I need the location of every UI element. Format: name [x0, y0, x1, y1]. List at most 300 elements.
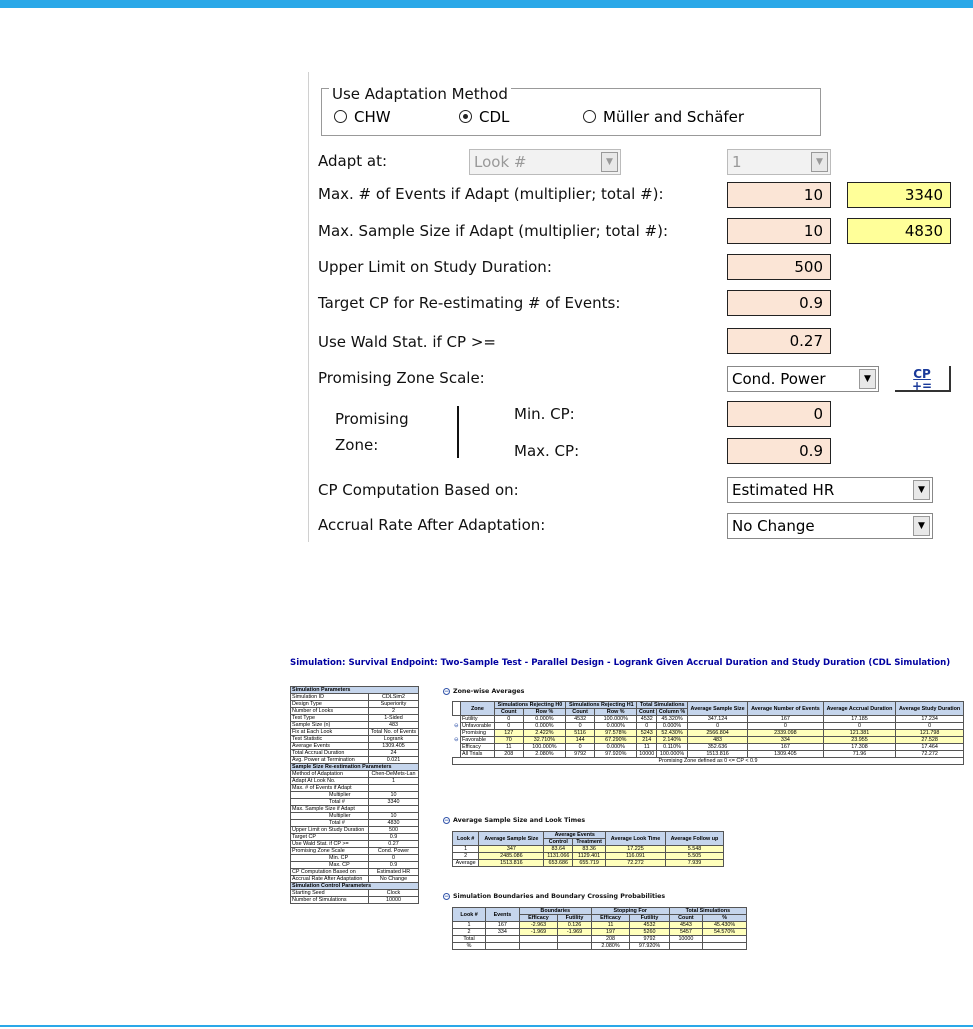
param-section-header: Sample Size Re-estimation Parameters: [291, 764, 419, 771]
param-row: [291, 785, 419, 792]
zone-cell: 45.320%: [657, 716, 688, 723]
zone-cell: 32.710%: [523, 737, 565, 744]
zone-section-header[interactable]: − Zone-wise Averages: [444, 688, 525, 695]
param-value: Total No. of Events: [368, 729, 418, 736]
sub-header: Futility: [630, 915, 669, 922]
zone-cell: 52.430%: [657, 730, 688, 737]
bd-cell: 9792: [630, 936, 669, 943]
param-row: [291, 813, 419, 820]
avg-sample-header: Average Sample Size: [688, 702, 748, 716]
zone-cell: 4532: [566, 716, 595, 723]
row-toggle-cell: [453, 723, 461, 730]
param-key: Total #: [291, 799, 369, 806]
ss-cell: 2485.086: [479, 853, 544, 860]
bd-cell: -1.969: [519, 929, 557, 936]
param-row: [291, 778, 419, 785]
adapt-at-select[interactable]: Look # ▼: [469, 149, 621, 175]
zone-cell: 17.308: [823, 744, 896, 751]
param-value: 500: [368, 827, 418, 834]
max-events-multiplier-input[interactable]: 10: [727, 182, 831, 208]
radio-muller-schafer[interactable]: Müller and Schäfer: [583, 108, 744, 126]
expand-collapse-icon[interactable]: ⊖: [453, 723, 459, 729]
zone-cell: 214: [637, 737, 657, 744]
param-value: [368, 785, 418, 792]
zone-cell: 0: [688, 723, 748, 730]
param-value: Superiority: [368, 701, 418, 708]
zone-cell: 70: [494, 737, 523, 744]
zone-row: [453, 716, 964, 723]
param-key: Multiplier: [291, 813, 369, 820]
zone-name: Favorable: [461, 737, 495, 744]
param-row: [291, 876, 419, 883]
avg-follow-up-header: Average Follow up: [665, 832, 723, 846]
zone-name: Promising: [461, 730, 495, 737]
zone-cell: 347.124: [688, 716, 748, 723]
zone-cell: 0: [494, 716, 523, 723]
ss-cell: 653.686: [544, 860, 573, 867]
adapt-look-select[interactable]: 1 ▼: [727, 149, 831, 175]
zone-cell: 167: [748, 744, 824, 751]
zone-name: All Trials: [461, 751, 495, 758]
param-row: [291, 862, 419, 869]
bd-cell: 2.080%: [591, 943, 629, 950]
upper-limit-input[interactable]: 500: [727, 254, 831, 280]
zone-cell: 71.96: [823, 751, 896, 758]
collapse-icon[interactable]: −: [444, 688, 450, 695]
max-sample-multiplier-input[interactable]: 10: [727, 218, 831, 244]
max-sample-label: Max. Sample Size if Adapt (multiplier; total #):: [318, 222, 669, 240]
param-row: [291, 827, 419, 834]
bd-cell: 197: [591, 929, 629, 936]
param-row: [291, 799, 419, 806]
zone-cell: 352.636: [688, 744, 748, 751]
param-value: 10000: [368, 897, 418, 904]
ss-cell: 347: [479, 846, 544, 853]
min-cp-input[interactable]: 0: [727, 401, 831, 427]
param-row: [291, 764, 419, 771]
param-value: [368, 806, 418, 813]
zone-cell: 334: [748, 737, 824, 744]
row-toggle-cell: [453, 737, 461, 744]
zone-cell: 27.528: [896, 737, 964, 744]
param-section-header: Simulation Parameters: [291, 687, 419, 694]
param-value: 0.9: [368, 862, 418, 869]
target-cp-input[interactable]: 0.9: [727, 290, 831, 316]
bd-cell: [486, 943, 520, 950]
param-key: Avg. Power at Termination: [291, 757, 369, 764]
bd-cell: -1.969: [558, 929, 592, 936]
bd-cell: 5260: [630, 929, 669, 936]
bd-cell: 10000: [669, 936, 702, 943]
zone-cell: 67.290%: [595, 737, 637, 744]
ss-cell: 116.091: [606, 853, 666, 860]
param-value: Estimated HR: [368, 869, 418, 876]
boundaries-section-header[interactable]: − Simulation Boundaries and Boundary Crossing Probabilities: [444, 893, 666, 900]
param-row: [291, 722, 419, 729]
param-row: [291, 869, 419, 876]
param-key: Simulation ID: [291, 694, 369, 701]
zone-row: [453, 737, 964, 744]
method-legend: Use Adaptation Method: [329, 85, 511, 103]
zone-cell: 2.080%: [523, 751, 565, 758]
zone-cell: 0: [566, 723, 595, 730]
bd-cell: [558, 936, 592, 943]
ss-cell: 5.505: [665, 853, 723, 860]
zone-label: Promising: [335, 410, 409, 428]
sub-header: Count: [669, 915, 702, 922]
param-value: No Change: [368, 876, 418, 883]
radio-circle[interactable]: [583, 110, 596, 123]
param-row: [291, 841, 419, 848]
max-cp-label: Max. CP:: [514, 442, 580, 460]
param-value: Logrank: [368, 736, 418, 743]
expand-collapse-icon[interactable]: ⊖: [453, 737, 459, 743]
param-key: Method of Adaptation: [291, 771, 369, 778]
zone-scale-label: Promising Zone Scale:: [318, 369, 485, 387]
param-row: [291, 792, 419, 799]
rejecting-h1-header: Simulations Rejecting H1: [566, 702, 637, 709]
param-key: Adapt At Look No.: [291, 778, 369, 785]
zone-cell: 72.272: [896, 751, 964, 758]
bd-cell: 45.430%: [703, 922, 747, 929]
rejecting-h0-header: Simulations Rejecting H0: [494, 702, 565, 709]
cp-computation-select[interactable]: Estimated HR ▼: [727, 477, 933, 503]
param-value: 0.021: [368, 757, 418, 764]
param-row: [291, 771, 419, 778]
param-value: 24: [368, 750, 418, 757]
zone-cell: 0.110%: [657, 744, 688, 751]
ss-cell: 1131.066: [544, 853, 573, 860]
zone-cell: 17.464: [896, 744, 964, 751]
zone-cell: 17.185: [823, 716, 896, 723]
param-value: 483: [368, 722, 418, 729]
param-value: 1309.405: [368, 743, 418, 750]
zone-cell: 0: [748, 723, 824, 730]
param-row: [291, 694, 419, 701]
zone-cell: 97.920%: [595, 751, 637, 758]
bd-cell: 2: [453, 929, 486, 936]
param-value: 2: [368, 708, 418, 715]
chevron-down-icon[interactable]: ▼: [913, 480, 930, 500]
bd-cell: %: [453, 943, 486, 950]
ss-cell: 1129.401: [573, 853, 606, 860]
param-row: [291, 736, 419, 743]
zone-cell: 2.422%: [523, 730, 565, 737]
param-value: 0.27: [368, 841, 418, 848]
ss-cell: 17.225: [606, 846, 666, 853]
sub-header: Efficacy: [591, 915, 629, 922]
param-key: Max. # of Events if Adapt: [291, 785, 369, 792]
top-accent-bar: [0, 0, 973, 8]
max-cp-input[interactable]: 0.9: [727, 438, 831, 464]
target-cp-label: Target CP for Re-estimating # of Events:: [318, 294, 621, 312]
upper-limit-label: Upper Limit on Study Duration:: [318, 258, 552, 276]
param-row: [291, 687, 419, 694]
zone-cell: 0.000%: [595, 723, 637, 730]
param-value: 0.9: [368, 834, 418, 841]
zone-name: Efficacy: [461, 744, 495, 751]
avg-events-header: Average Number of Events: [748, 702, 824, 716]
param-row: [291, 806, 419, 813]
ss-cell: 2: [453, 853, 479, 860]
accrual-label: Accrual Rate After Adaptation:: [318, 516, 546, 534]
max-events-total: 3340: [847, 182, 951, 208]
param-value: 1: [368, 778, 418, 785]
zone-cell: 100.000%: [523, 744, 565, 751]
ss-cell: 5.548: [665, 846, 723, 853]
param-value: Cond. Power: [368, 848, 418, 855]
zone-name: Unfavorable: [461, 723, 495, 730]
bd-cell: [558, 943, 592, 950]
zone-cell: 4532: [637, 716, 657, 723]
avg-sample-header: Average Sample Size: [479, 832, 544, 846]
radio-circle[interactable]: [334, 110, 347, 123]
zone-cell: 100.000%: [595, 716, 637, 723]
ss-cell: 1: [453, 846, 479, 853]
zone-row: [453, 744, 964, 751]
sub-header: Control: [544, 839, 573, 846]
ss-cell: Average: [453, 860, 479, 867]
bd-cell: 4543: [669, 922, 702, 929]
zone-cell: 1513.816: [688, 751, 748, 758]
param-value: 10: [368, 813, 418, 820]
zone-cell: 0: [494, 723, 523, 730]
bd-cell: 4532: [630, 922, 669, 929]
zone-cell: 1309.405: [748, 751, 824, 758]
bd-cell: [486, 936, 520, 943]
param-row: [291, 848, 419, 855]
param-value: 0: [368, 855, 418, 862]
collapse-icon[interactable]: −: [444, 893, 450, 900]
zone-cell: 11: [494, 744, 523, 751]
chevron-down-icon[interactable]: ▼: [913, 516, 930, 536]
accrual-select[interactable]: No Change ▼: [727, 513, 933, 539]
wald-input[interactable]: 0.27: [727, 328, 831, 354]
param-row: [291, 897, 419, 904]
param-value: 10: [368, 792, 418, 799]
events-header: Events: [486, 908, 520, 922]
param-row: [291, 820, 419, 827]
zone-cell: 0: [637, 723, 657, 730]
param-key: Fix at Each Look: [291, 729, 369, 736]
avg-events-header: Average Events: [544, 832, 606, 839]
zone-divider: [457, 406, 459, 458]
zone-col-header: Zone: [461, 702, 495, 716]
chevron-down-icon[interactable]: ▼: [859, 369, 876, 389]
param-value: Clock: [368, 890, 418, 897]
param-row: [291, 715, 419, 722]
param-key: Number of Looks: [291, 708, 369, 715]
bd-cell: 97.920%: [630, 943, 669, 950]
zone-cell: 5243: [637, 730, 657, 737]
zone-label-2: Zone:: [335, 436, 379, 454]
zone-cell: 121.381: [823, 730, 896, 737]
zone-cell: 100.000%: [657, 751, 688, 758]
cp-calculator-button[interactable]: CP +=: [895, 366, 951, 392]
bd-cell: [519, 936, 557, 943]
parameters-table: [290, 686, 419, 904]
zone-row: [453, 723, 964, 730]
zone-table: [452, 701, 964, 765]
zone-cell: 5116: [566, 730, 595, 737]
ss-cell: 72.272: [606, 860, 666, 867]
zone-cell: 483: [688, 737, 748, 744]
row-toggle-cell: [453, 730, 461, 737]
zone-cell: 11: [637, 744, 657, 751]
bd-cell: [519, 943, 557, 950]
param-key: Total #: [291, 820, 369, 827]
chevron-down-icon[interactable]: ▼: [811, 152, 828, 172]
param-row: [291, 855, 419, 862]
bd-row: [453, 929, 747, 936]
look-col-header: Look #: [453, 908, 486, 922]
sub-header: Column %: [657, 709, 688, 716]
param-key: Max. CP: [291, 862, 369, 869]
param-row: [291, 883, 419, 890]
bd-cell: 334: [486, 929, 520, 936]
sample-size-section-header[interactable]: − Average Sample Size and Look Times: [444, 817, 586, 824]
adapt-at-label: Adapt at:: [318, 152, 388, 170]
boundaries-header: Boundaries: [519, 908, 591, 915]
param-key: Test Statistic: [291, 736, 369, 743]
zone-cell: 97.578%: [595, 730, 637, 737]
bd-cell: Total: [453, 936, 486, 943]
bd-row: [453, 936, 747, 943]
bd-cell: 54.570%: [703, 929, 747, 936]
param-section-header: Simulation Control Parameters: [291, 883, 419, 890]
zone-cell: 2566.804: [688, 730, 748, 737]
row-toggle-cell: [453, 744, 461, 751]
radio-circle-checked[interactable]: [459, 110, 472, 123]
cp-computation-label: CP Computation Based on:: [318, 481, 519, 499]
sub-header: Count: [494, 709, 523, 716]
collapse-icon[interactable]: −: [444, 817, 450, 824]
zone-cell: 144: [566, 737, 595, 744]
param-row: [291, 743, 419, 750]
chevron-down-icon[interactable]: ▼: [601, 152, 618, 172]
bd-cell: 1: [453, 922, 486, 929]
zone-cell: 0.000%: [523, 723, 565, 730]
zone-cell: 0.000%: [595, 744, 637, 751]
sub-header: Count: [638, 709, 655, 715]
max-events-label: Max. # of Events if Adapt (multiplier; total #):: [318, 185, 664, 203]
zone-cell: 9792: [566, 751, 595, 758]
zone-footer: Promising Zone defined as 0 <= CP < 0.9: [453, 758, 964, 765]
sub-header: Treatment: [573, 839, 606, 846]
zone-cell: 0.000%: [523, 716, 565, 723]
ss-row: [453, 853, 724, 860]
param-row: [291, 890, 419, 897]
zone-cell: 0: [823, 723, 896, 730]
total-sims-header: Total Simulations: [669, 908, 746, 915]
param-key: Design Type: [291, 701, 369, 708]
stopping-for-header: Stopping For: [591, 908, 669, 915]
bd-cell: -2.963: [519, 922, 557, 929]
avg-accrual-header: Average Accrual Duration: [823, 702, 896, 716]
zone-cell: 121.798: [896, 730, 964, 737]
zone-cell: 2339.098: [748, 730, 824, 737]
param-key: Total Accrual Duration: [291, 750, 369, 757]
param-key: Multiplier: [291, 792, 369, 799]
ss-row: [453, 846, 724, 853]
param-row: [291, 834, 419, 841]
zone-name: Futility: [461, 716, 495, 723]
bd-cell: 167: [486, 922, 520, 929]
param-row: [291, 757, 419, 764]
look-col-header: Look #: [453, 832, 479, 846]
zone-cell: 127: [494, 730, 523, 737]
param-key: Min. CP: [291, 855, 369, 862]
zone-cell: 208: [494, 751, 523, 758]
ss-cell: 83.36: [573, 846, 606, 853]
param-key: Target CP: [291, 834, 369, 841]
adaptation-dialog: [308, 72, 964, 542]
param-row: [291, 708, 419, 715]
bd-cell: 0.126: [558, 922, 592, 929]
zone-cell: 17.234: [896, 716, 964, 723]
sub-header: Row %: [595, 709, 637, 716]
zone-cell: 10000: [637, 751, 657, 758]
param-row: [291, 729, 419, 736]
zone-cell: 0: [566, 744, 595, 751]
zone-scale-select[interactable]: Cond. Power ▼: [727, 366, 879, 392]
param-key: CP Computation Based on: [291, 869, 369, 876]
param-key: Accrual Rate After Adaptation: [291, 876, 369, 883]
sub-header: %: [703, 915, 747, 922]
max-sample-total: 4830: [847, 218, 951, 244]
radio-cdl[interactable]: CDL: [459, 108, 509, 126]
param-key: Number of Simulations: [291, 897, 369, 904]
wald-label: Use Wald Stat. if CP >=: [318, 333, 496, 351]
sub-header: Efficacy: [519, 915, 557, 922]
param-key: Max. Sample Size if Adapt: [291, 806, 369, 813]
param-value: Chen-DeMets-Lan: [368, 771, 418, 778]
bd-row: [453, 922, 747, 929]
zone-cell: 0: [896, 723, 964, 730]
ss-cell: 7.939: [665, 860, 723, 867]
bd-cell: 5457: [669, 929, 702, 936]
ss-cell: 83.64: [544, 846, 573, 853]
param-key: Sample Size (n): [291, 722, 369, 729]
total-sims-header: Total Simulations: [637, 702, 688, 709]
zone-cell: 2.140%: [657, 737, 688, 744]
bd-cell: 11: [591, 922, 629, 929]
bd-cell: [703, 936, 747, 943]
ss-cell: 655.719: [573, 860, 606, 867]
row-toggle-cell: [453, 751, 461, 758]
zone-row: [453, 730, 964, 737]
bd-row: [453, 943, 747, 950]
param-key: Use Wald Stat. if CP >=: [291, 841, 369, 848]
report-title: Simulation: Survival Endpoint: Two-Sample Test - Parallel Design - Logrank Given Accrual Duration and Study Duration (CDL Simulation): [290, 658, 951, 668]
param-key: Test Type: [291, 715, 369, 722]
zone-cell: 23.955: [823, 737, 896, 744]
param-key: Average Events: [291, 743, 369, 750]
param-value: 4830: [368, 820, 418, 827]
bd-cell: [703, 943, 747, 950]
param-value: 1-Sided: [368, 715, 418, 722]
param-key: Upper Limit on Study Duration: [291, 827, 369, 834]
zone-cell: 167: [748, 716, 824, 723]
zone-cell: 0.000%: [657, 723, 688, 730]
radio-chw[interactable]: CHW: [334, 108, 391, 126]
min-cp-label: Min. CP:: [514, 405, 575, 423]
bd-cell: 208: [591, 936, 629, 943]
param-value: CDLSim2: [368, 694, 418, 701]
param-row: [291, 750, 419, 757]
sample-size-table: [452, 831, 724, 867]
sub-header: Count: [566, 709, 595, 716]
